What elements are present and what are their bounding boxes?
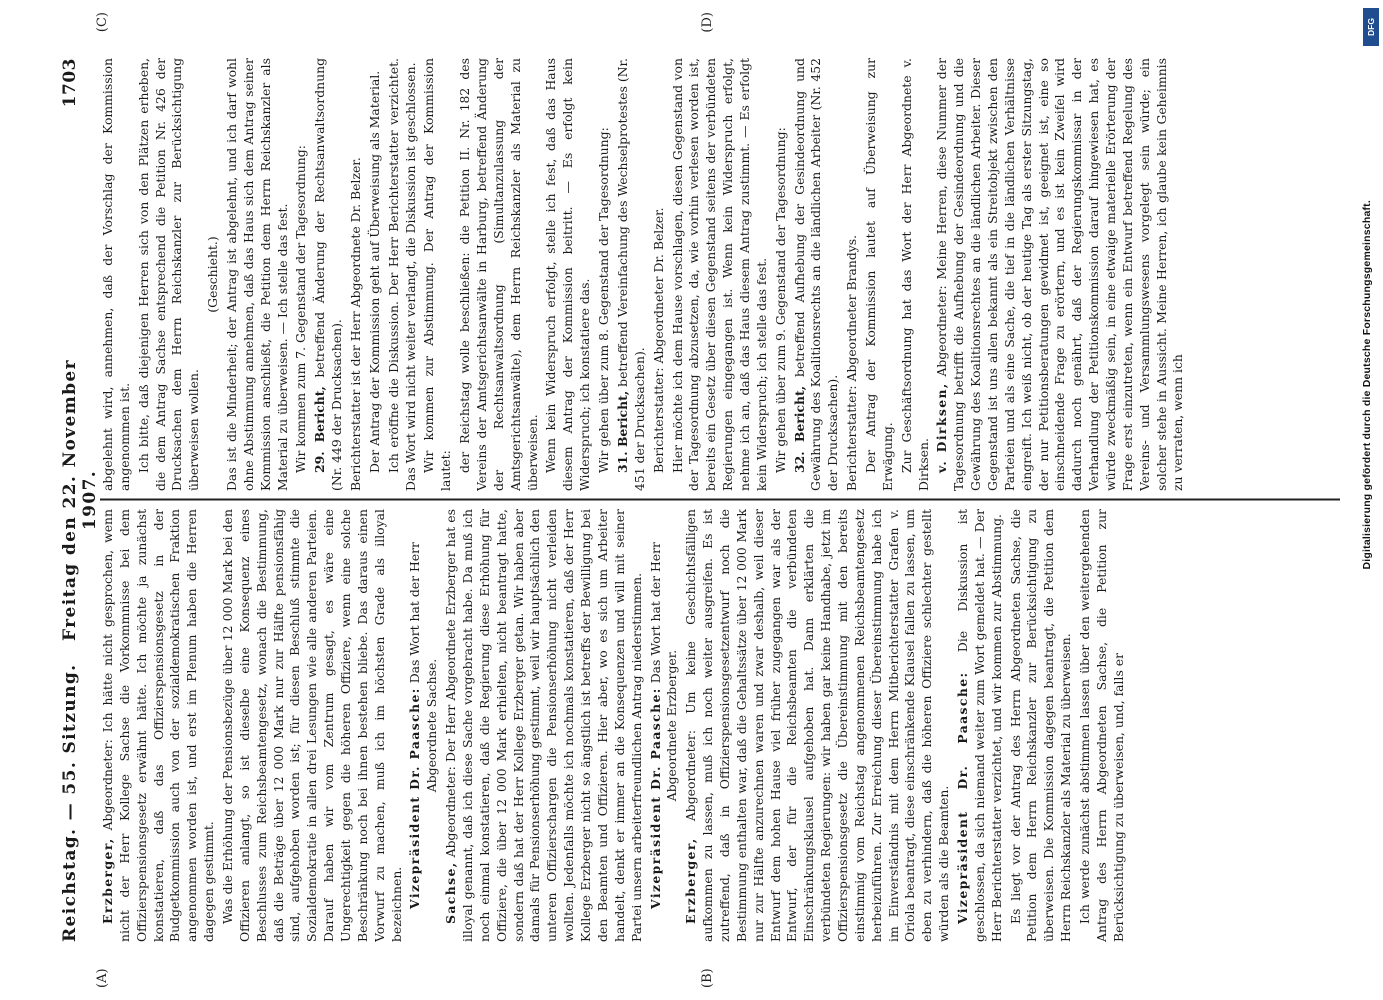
dfg-logo: DFG <box>1363 8 1379 46</box>
paragraph-text: Abgeordneter: Ich hätte nicht gesprochen, wenn nicht der Herr Kollege Sachse die Vorkommnisse bei dem Offizierspensionsgesetz erwähnt hätte. Ich möchte ja zunächst konstatieren, daß das Offizierspensionsgesetz in der Budgetkommission auch von der sozialdemokratischen Fraktion angenommen worden ist, und erst im Plenum haben die Herren dagegen gestimmt. <box>100 509 217 942</box>
right-paragraph <box>312 58 346 491</box>
right-paragraph <box>934 58 1187 491</box>
item-heading: 32. Bericht, <box>791 385 807 473</box>
page-header <box>60 58 100 942</box>
paragraph-text: betreffend Aufhebung der Gesindeordnung und Gewährung des Koalitionsrechts an die ländlichen Arbeiter (Nr. 452 der Drucksachen). <box>791 58 841 491</box>
right-column <box>100 58 1340 491</box>
paragraph-text: Das Wort hat der Herr Abgeordnete Sachse. <box>407 542 440 793</box>
right-paragraph <box>844 58 861 491</box>
paragraph-text: (Geschieht.) <box>205 236 221 313</box>
left-paragraph <box>100 509 218 942</box>
left-paragraph <box>407 509 441 942</box>
right-paragraph <box>899 58 933 491</box>
left-paragraph <box>220 509 405 942</box>
paragraph-text: Wenn kein Widerspruch erfolgt, stelle ich fest, daß das Haus diesem Antrag der Kommission beitritt. — Es erfolgt kein Widerspruch; ich konstatiere das. <box>543 58 593 491</box>
right-paragraph <box>205 58 222 491</box>
right-paragraph <box>596 58 613 491</box>
margin-marker-a: (A) <box>95 968 110 988</box>
right-paragraph <box>224 58 291 491</box>
paragraph-text: Ich werde zunächst abstimmen lassen über den weitergehenden Antrag des Herrn Abgeordneten Sachse, die Petition zur Berücksichtigung zu überweisen, und, falls er <box>1076 509 1126 942</box>
text-columns <box>100 58 1340 942</box>
right-paragraph <box>386 58 420 491</box>
right-paragraph <box>457 58 541 491</box>
item-heading: 31. Bericht, <box>614 390 630 473</box>
paragraph-text: Abgeordneter: Der Herr Abgeordnete Erzberger hat es illoyal genannt, daß ich diese Sache vorgebracht habe. Da muß ich noch einmal konstatieren, daß die Regierung diese Erhöhung für Offiziere, die über 12 000 Mark erhielten, nicht beantragt hatte, sondern daß hat der Herr Kollege Erzberger getan. Wir haben aber damals für Pensionserhöhung gestimmt, weil wir hauptsächlich den unteren Offizierschargen die Pensionserhöhung nicht verleiden wollten. Jedenfalls möchte ich nochmals konstatieren, daß der Herr Kollege Erzberger nicht so ängstlich ist betreffs der Bewilligung bei den Beamten und Offizieren. Hier aber, wo es sich um Arbeiter handelt, denkt er immer an die Konsequenzen und will mit seiner Partei unsern arbeiterfreundlichen Antrag niederstimmen. <box>443 509 644 942</box>
right-paragraph <box>615 58 649 491</box>
left-paragraph <box>683 509 953 942</box>
left-paragraph <box>443 509 645 942</box>
speaker-name: Vizepräsident Dr. Paasche: <box>647 687 663 909</box>
paragraph-text: Ich eröffne die Diskussion. Der Herr Berichterstatter verzichtet. Das Wort wird nicht weiter verlangt, die Diskussion ist geschlossen. <box>385 58 418 491</box>
speaker-name: v. Dirksen, <box>934 382 950 473</box>
paragraph-text: betreffend Vereinfachung des Wechselprotestes (Nr. 451 der Drucksachen). <box>614 58 647 491</box>
speaker-name: Vizepräsident Dr. Paasche: <box>407 687 423 909</box>
left-paragraph <box>1008 509 1075 942</box>
margin-marker-b: (B) <box>700 968 715 988</box>
right-paragraph <box>293 58 310 491</box>
margin-marker-c: (C) <box>95 12 110 33</box>
right-paragraph <box>367 58 384 491</box>
left-paragraph <box>1077 509 1128 942</box>
paragraph-text: Wir kommen zum 7. Gegenstand der Tagesordnung: <box>293 145 309 473</box>
speaker-name: Erzberger, <box>683 837 699 924</box>
paragraph-text: betreffend Änderung der Rechtsanwaltsordnung (Nr. 449 der Drucksachen). <box>312 58 345 491</box>
paragraph-text: Berichterstatter: Abgeordneter Brandys. <box>844 234 860 491</box>
column-divider <box>100 499 1340 501</box>
left-column <box>100 509 1340 942</box>
paragraph-text: Der Antrag der Kommission geht auf Überweisung als Material. <box>366 70 382 473</box>
paragraph-text: Berichterstatter ist der Herr Abgeordnete Dr. Belzer. <box>348 157 364 491</box>
paragraph-text: Berichterstatter: Abgeordneter Dr. Belzer. <box>650 207 666 473</box>
paragraph-text: Ich bitte, daß diejenigen Herren sich von den Plätzen erheben, die dem Antrag Sachse entsprechend die Petition Nr. 426 der Drucksachen dem Herrn Reichskanzler zur Berücksichtigung überweisen wollen. <box>135 58 202 491</box>
paragraph-text: Der Antrag der Kommission lautet auf Überweisung zur Erwägung. <box>862 58 895 491</box>
right-paragraph <box>651 58 668 491</box>
paragraph-text: Hier möchte ich dem Hause vorschlagen, diesen Gegenstand von der Tagesordnung abzusetzen, da, wie vorhin verlesen worden ist, bereits ein Gesetz über diesen Gegenstand seitens der verbündeten Regierungen eingegangen ist. Wenn kein Widerspruch erfolgt, nehme ich an, daß das Haus diesem Antrag zustimmt. — Es erfolgt kein Widerspruch; ich stelle das fest. <box>669 58 769 491</box>
paragraph-text: Wir kommen zur Abstimmung. Der Antrag der Kommission lautet: <box>421 58 454 491</box>
right-paragraph <box>670 58 771 491</box>
right-paragraph <box>773 58 790 491</box>
item-heading: 29. Bericht, <box>312 386 328 473</box>
paragraph-text: Das ist die Minderheit; der Antrag ist abgelehnt, und ich darf wohl ohne Abstimmung annehmen, daß das Haus sich dem Antrag seiner Kommission anschließt, die Petition dem Herrn Reichskanzler als Material zu überweisen. — Ich stelle das fest. <box>224 58 290 491</box>
right-paragraph <box>136 58 203 491</box>
margin-marker-d: (D) <box>700 12 715 33</box>
paragraph-text: Das Wort hat der Herr Abgeordnete Erzberger. <box>647 542 680 802</box>
header-date: Freitag den 22. November 1907. <box>60 359 100 641</box>
right-paragraph <box>421 58 455 491</box>
paragraph-text: Zur Geschäftsordnung hat das Wort der Herr Abgeordnete v. Dirksen. <box>898 58 931 491</box>
paragraph-text: Abgeordneter: Meine Herren, diese Nummer der Tagesordnung betrifft die Aufhebung der Gesindeordnung und die Gewährung des Koalitionsrechtes an die ländlichen Arbeiter. Dieser Gegenstand ist uns allen bekannt als ein Streitobjekt zwischen den Parteien und als eine Sache, die tief in die ländlichen Verhältnisse eingreift. Ich weiß nicht, ob der heutige Tag als erster Sitzungstag, der nur Petitionsberatungen gewidmet ist, geeignet ist, eine so einschneidende Frage zu erörtern, und es ist kein Zweifel wird dadurch noch genährt, daß der Regierungskommissar in der Verhandlung der Petitionskommission darauf hingewiesen hat, es würde zweckmäßig sein, in eine etwaige materielle Erörterung der Frage erst einzutreten, wenn ein Entwurf betreffend Regelung des Vereins- und Versammlungswesens vorgelegt sein würde; ein solcher stehe in Aussicht. Meine Herren, ich glaube kein Geheimnis zu verraten, wenn ich <box>934 58 1186 491</box>
right-paragraph <box>348 58 365 491</box>
paragraph-text: Was die Erhöhung der Pensionsbezüge über 12 000 Mark bei den Offizieren anlangt, so ist dieselbe eine Konsequenz eines Beschlusses zum Reichsbeamtengesetz, wonach die Bestimmung, daß die Beträge über 12 000 Mark nur zur Hälfte pensionsfähig sind, aufgehoben worden ist; für diesen Beschluß stimmte die Sozialdemokratie in allen drei Lesungen wie alle anderen Parteien. Darauf haben wir vom Zentrum gesagt, es wäre eine Ungerechtigkeit gegen die höheren Offiziere, wenn eine solche Beschränkung noch bei ihnen bestehen bliebe. Das daraus einen Vorwurf zu machen, muß ich im höchsten Grade als illoyal bezeichnen. <box>220 509 404 942</box>
right-paragraph <box>100 58 134 491</box>
right-paragraph <box>863 58 897 491</box>
paragraph-text: Es liegt vor der Antrag des Herrn Abgeordneten Sachse, die Petition dem Herrn Reichskanzler zur Berücksichtigung zu überweisen. Die Kommission dagegen beantragt, die Petition dem Herrn Reichskanzler als Material zu überweisen. <box>1007 509 1074 942</box>
right-paragraph <box>792 58 843 491</box>
paragraph-text: Wir gehen über zum 8. Gegenstand der Tagesordnung: <box>596 127 612 473</box>
page-number: 1703 <box>60 57 80 108</box>
speaker-name: Sachse, <box>443 861 459 924</box>
speaker-name: Vizepräsident Dr. Paasche: <box>954 671 970 924</box>
digitization-note: Digitalisierung gefördert durch die Deutsche Forschungsgemeinschaft. <box>1361 200 1373 570</box>
paragraph-text: Abgeordneter: Um keine Geschichtsfälligen aufkommen zu lassen, muß ich noch weiter ausgreifen. Es ist zutreffend, daß in Offizierspensionsgesetzentwurf noch die Bestimmung enthalten war, daß die Gehaltssätze über 12 000 Mark nur zur Hälfte anzurechnen waren und zwar deshalb, weil dieser Entwurf dem hohen Hause viel früher zugegangen war als der Entwurf, der für die Reichsbeamten die verbündeten Einschränkungsklausel aufgehoben hat. Dann erklärten die verbündeten Regierungen: wir haben gar keine Handhabe, jetzt im Offizierspensionsgesetz die Übereinstimmung mit den bereits einstimmig vom Reichstag angenommenen Reichsbeamtengesetz herbeizuführen. Zur Erreichung dieser Übereinstimmung habe ich im Einverständnis mit dem Herrn Mitberichterstatter Grafen v. Oriola beantragt, diese einschränkende Klausel fallen zu lassen, um eben zu verhindern, daß die höheren Offiziere schlechter gestellt würden als die Beamten. <box>683 509 952 942</box>
header-left: Reichstag. — 55. Sitzung. <box>60 663 80 942</box>
left-paragraph <box>648 509 682 942</box>
right-paragraph <box>543 58 594 491</box>
paragraph-text: der Reichstag wolle beschließen: die Petition II. Nr. 182 des Vereins der Amtsgerichtsanwälte in Harburg, betreffend Änderung der Rechtsanwaltsordnung (Simultanzulassung der Amtsgerichtsanwälte), dem Herrn Reichskanzler als Material zu überweisen. <box>457 58 540 491</box>
paragraph-text: abgelehnt wird, annehmen, daß der Vorschlag der Kommission angenommen ist. <box>100 58 132 491</box>
paragraph-text: Die Diskussion ist geschlossen, da sich niemand weiter zum Wort gemeldet hat. — Der Herr Berichterstatter verzichtet, und wir kommen zur Abstimmung. <box>954 509 1004 942</box>
left-paragraph <box>955 509 1006 942</box>
paragraph-text: Wir gehen über zum 9. Gegenstand der Tagesordnung: <box>772 127 788 473</box>
speaker-name: Erzberger, <box>100 837 115 924</box>
